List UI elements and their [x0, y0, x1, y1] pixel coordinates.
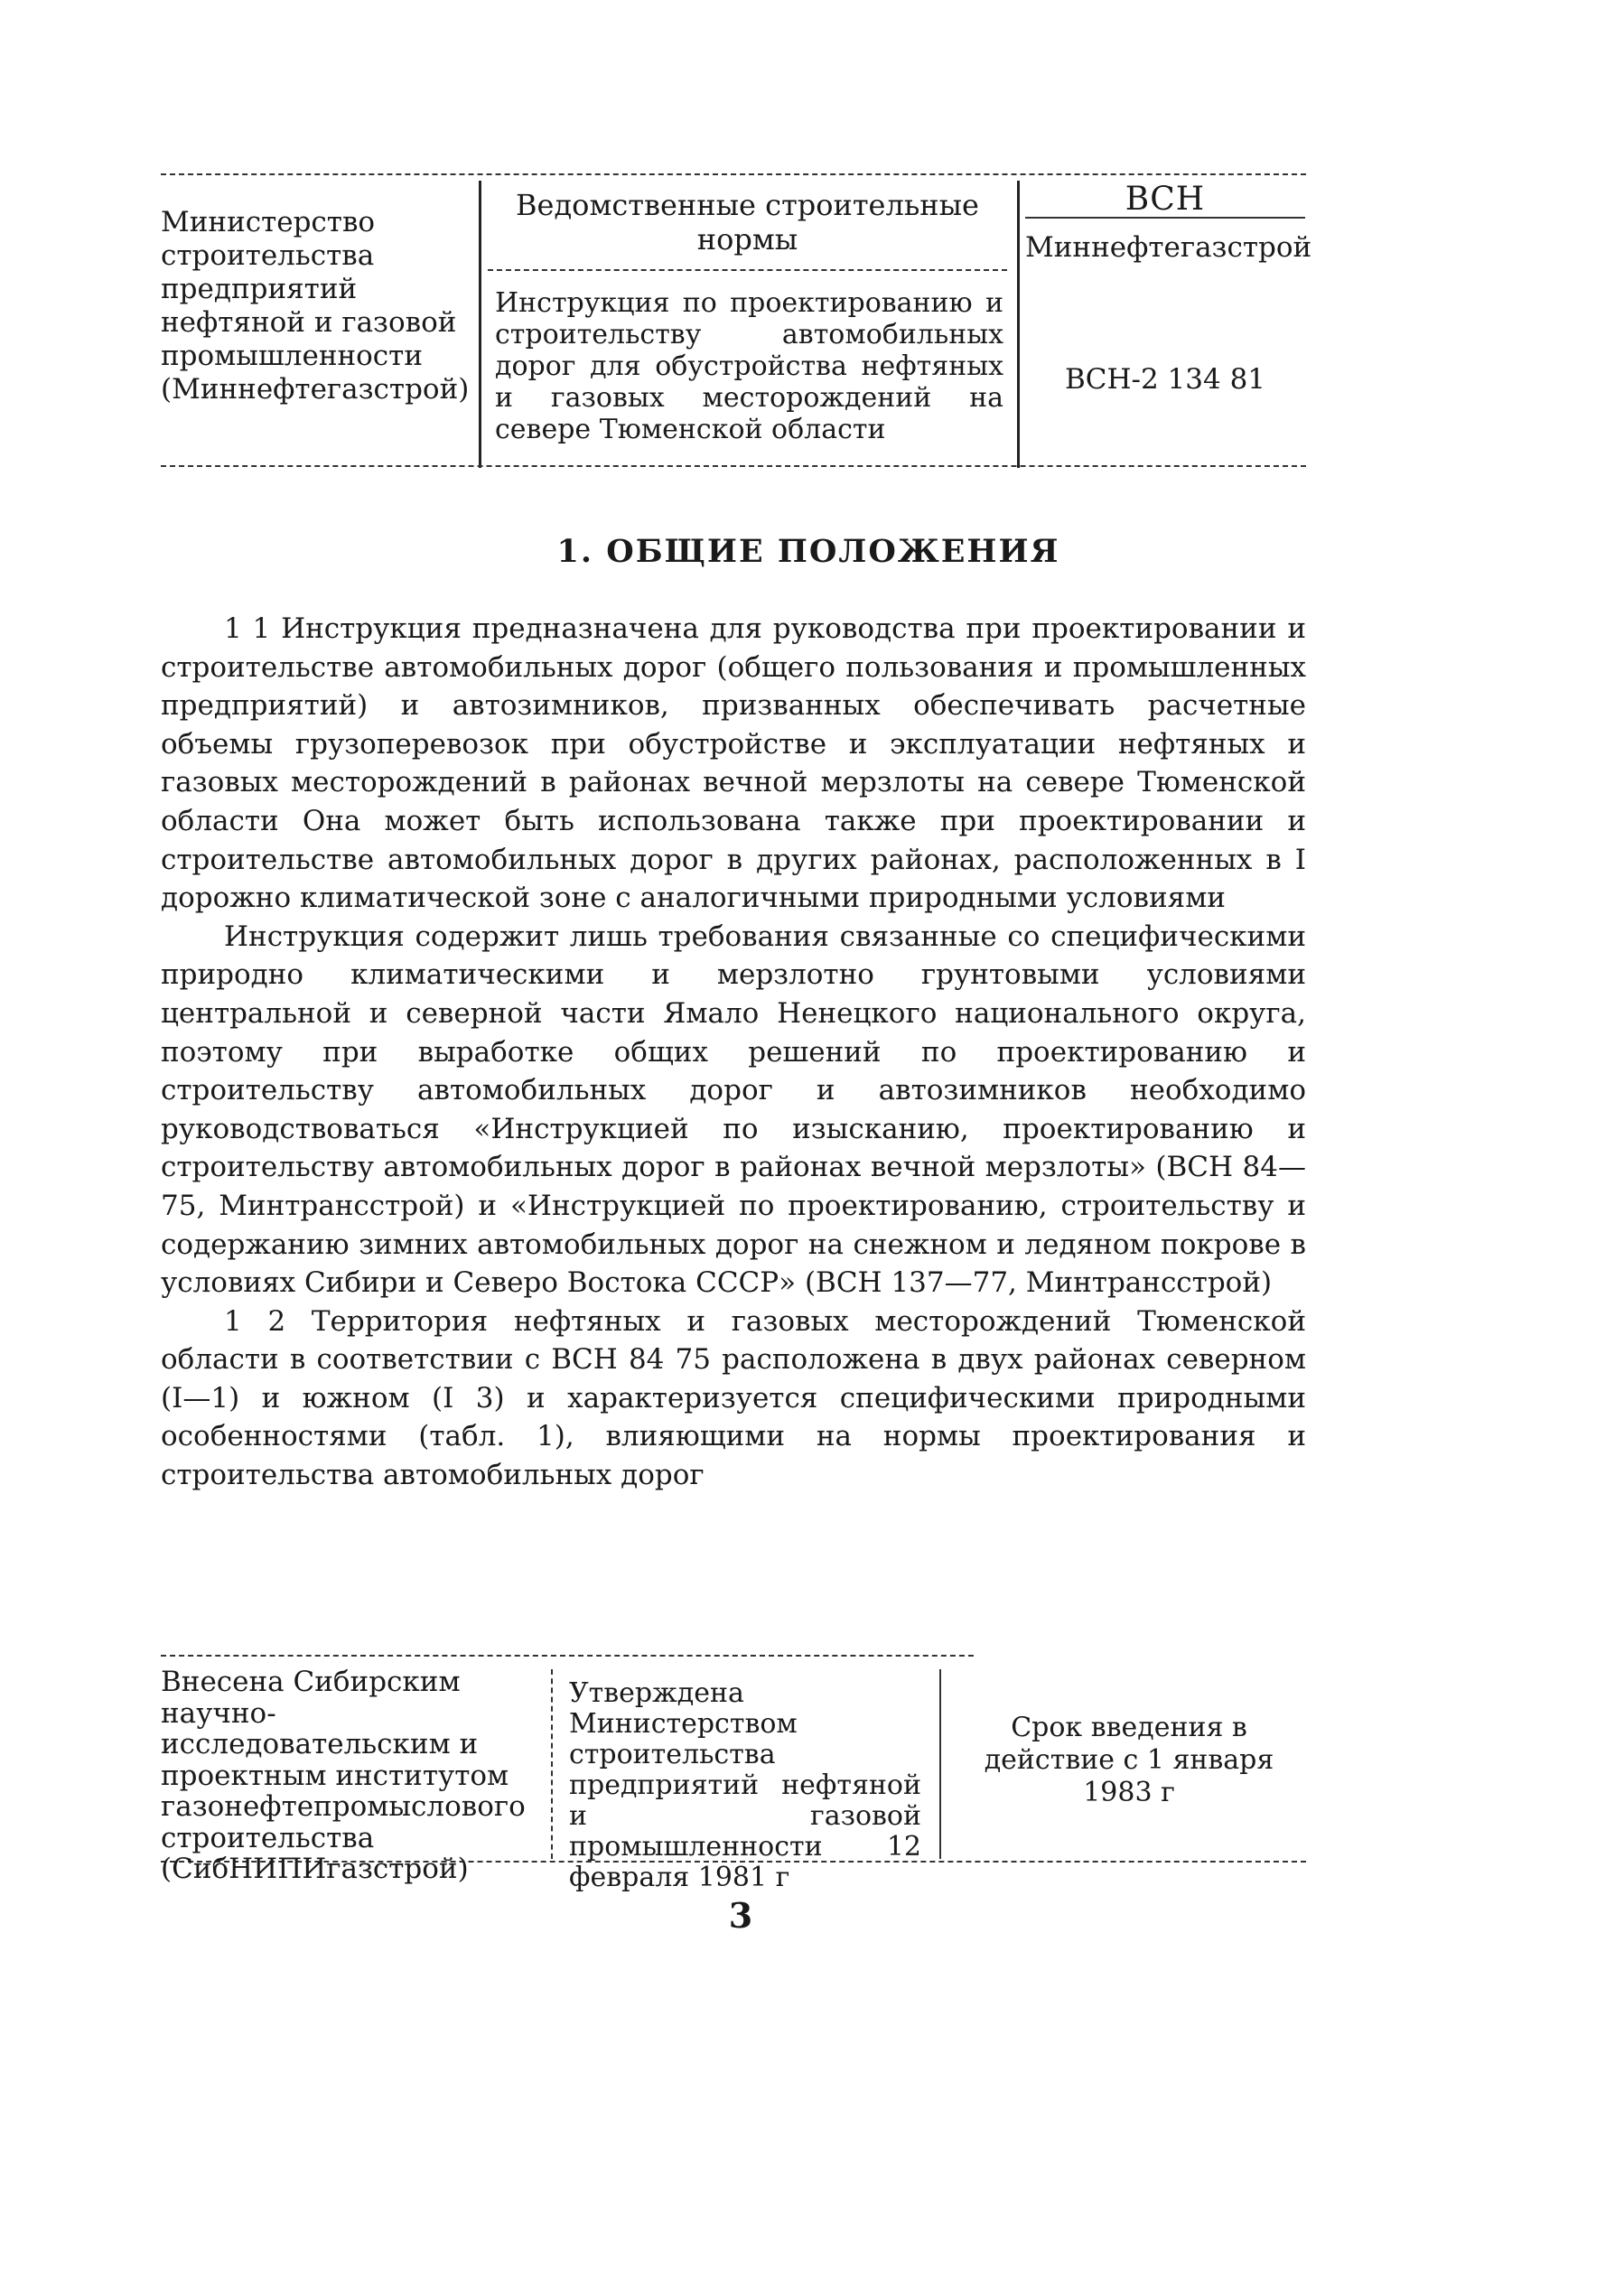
document-title: Инструкция по проектированию и строительству автомобильных дорог для обустройства нефтяных и газовых месторождений на севере Тюменской области: [495, 287, 1003, 445]
submitted-by: Внесена Сибирским научно-исследовательским и проектным институтом газонефтепромыслового строительства (СибНИПИгазстрой): [161, 1666, 526, 1885]
section-heading: 1. ОБЩИЕ ПОЛОЖЕНИЯ: [556, 533, 1060, 570]
header-bottom-rule: [161, 465, 1306, 467]
norms-title: Ведомственные строительные нормы: [516, 188, 979, 257]
issuing-ministry: Министерство строительства предприятий нефтяной и газовой промышленности (Миннефтегазстрой): [161, 206, 470, 406]
paragraph-1-1: 1 1 Инструкция предназначена для руководства при проектировании и строительстве автомобильных дорог (общего пользования и промышленных предприятий) и автозимников, призванных обеспечивать расчетные объемы грузоперевозок при обустройстве и эксплуатации нефтяных и газовых месторождений в районах вечной мерзлоты на севере Тюменской области Она может быть использована также при проектировании и строительстве автомобильных дорог в других районах, расположенных в I дорожно климатической зоне с аналогичными природными условиями: [161, 612, 1306, 915]
ministry-short: Миннефтегазстрой: [1025, 231, 1312, 264]
paragraph-1-2: 1 2 Территория нефтяных и газовых месторождений Тюменской области в соответствии с ВСН 84 75 расположена в двух районах северном (I—1) и южном (I 3) и характеризуется специфическими природными особенностями (табл. 1), влияющими на нормы проектирования и строительства автомобильных дорог: [161, 1304, 1306, 1492]
header-divider-left: [479, 181, 481, 468]
header-top-rule: [161, 173, 1306, 175]
document-number: ВСН-2 134 81: [1064, 363, 1266, 396]
norms-code: ВСН: [1125, 181, 1206, 218]
approved-by: Утверждена Министерством строительства предприятий нефтяной и газовой промышленности 12 февраля 1981 г: [569, 1677, 921, 1893]
header-divider-right: [1017, 181, 1020, 468]
header-mid-rule: [488, 269, 1007, 271]
body-text: [161, 610, 1306, 1495]
paragraph-instruction-scope: Инструкция содержит лишь требования связанные со специфическими природно климатическими и мерзлотно грунтовыми условиями центральной и северной части Ямало Ненецкого национального округа, поэтому при выработке общих решений по проектированию и строительству автомобильных дорог и автозимников необходимо руководствоваться «Инструкцией по изысканию, проектированию и строительству автомобильных дорог в районах вечной мерзлоты» (ВСН 84—75, Минтрансстрой) и «Инструкцией по проектированию, строительству и содержанию зимних автомобильных дорог на снежном и ледяном покрове в условиях Сибири и Северо Востока СССР» (ВСН 137—77, Минтрансстрой): [161, 920, 1306, 1300]
page-number: 3: [728, 1895, 753, 1936]
effective-date: Срок введения в действие с 1 января 1983 г: [984, 1712, 1274, 1808]
footer-divider-right: [939, 1669, 941, 1859]
footer-divider-left: [551, 1669, 553, 1859]
footer-top-rule: [161, 1655, 974, 1657]
